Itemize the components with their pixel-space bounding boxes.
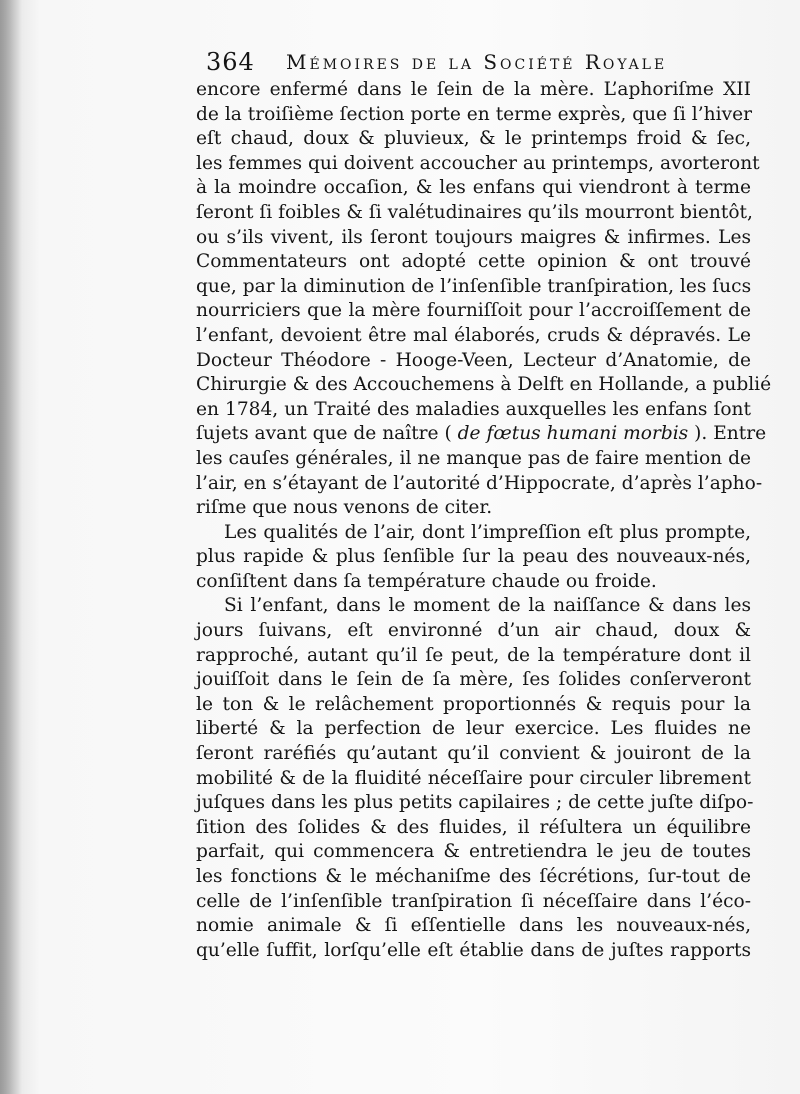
paragraph-start-line: Si l’enfant, dans le moment de la naiſſance & dans les [224, 595, 751, 617]
text-line: rapproché, autant qu’il ſe peut, de la température dont il [196, 644, 751, 666]
text-line: encore enfermé dans le ſein de la mère. L’aphoriſme XII [196, 79, 751, 100]
text-line: Docteur Théodore - Hooge-Veen, Lecteur d’Anatomie, de [196, 349, 751, 371]
text-line: liberté & la perfection de leur exercice. Les fluides ne [196, 718, 751, 740]
text-line: ſeront ſi foibles & ſi valétudinaires qu’ils mourront bientôt, [196, 201, 753, 223]
text-line: ſeront raréfiés qu’autant qu’il convient & jouiront de la [196, 743, 751, 765]
text-line: eſt chaud, doux & pluvieux, & le printemps froid & ſec, [196, 128, 751, 150]
text-line: celle de l’inſenſible tranſpiration ſi néceſſaire dans l’éco- [196, 890, 751, 912]
body-text [196, 78, 772, 963]
text-line: à la moindre occaſion, & les enfans qui viendront à terme [196, 177, 751, 199]
text-line: de la troiſième ſection porte en terme exprès, que ſi l’hiver [196, 103, 752, 125]
page-number: 364 [206, 48, 255, 76]
text-line: l’air, en s’étayant de l’autorité d’Hippocrate, d’après l’apho- [196, 472, 763, 494]
text-line: l’enfant, devoient être mal élaborés, cruds & dépravés. Le [196, 324, 751, 346]
running-head [206, 48, 746, 78]
text-line: les fonctions & le méchaniſme des ſécrétions, ſur-tout de [196, 866, 751, 887]
text-line: parfait, qui commencera & entretiendra le jeu de toutes [196, 841, 751, 863]
text-line: les cauſes générales, il ne manque pas de faire mention de [196, 447, 751, 469]
text-line: nomie animale & ſi eſſentielle dans les nouveaux-nés, [196, 915, 751, 937]
gutter-shadow [0, 0, 22, 1094]
running-title: Mémoires de la Société Royale [286, 50, 668, 74]
text-line: jouiſſoit dans le ſein de ſa mère, ſes ſolides conſerveront [196, 669, 751, 691]
text-line: Chirurgie & des Accouchemens à Delft en Hollande, a publié [196, 374, 772, 396]
italic-title: de fœtus humani morbis [457, 423, 689, 445]
text-line: riſme que nous venons de citer. [196, 497, 493, 519]
text-line: jours ſuivans, eſt environné d’un air chaud, doux & [196, 620, 751, 642]
text-line: en 1784, un Traité des maladies auxquelles les enfans ſont [196, 398, 751, 420]
text-line: mobilité & de la fluidité néceſſaire pour circuler librement [196, 767, 751, 789]
text-line: nourriciers que la mère fourniſſoit pour l’accroiſſement de [196, 300, 751, 322]
paragraph-start-line: Les qualités de l’air, dont l’impreſſion eſt plus prompte, [224, 521, 751, 543]
text-line: ou s’ils vivent, ils ſeront toujours maigres & infirmes. Les [196, 226, 751, 248]
text-line: conſiſtent dans ſa température chaude ou froide. [196, 570, 657, 592]
text-line: juſques dans les plus petits capilaires ; de cette juſte diſpo- [196, 792, 754, 814]
text-line: ſition des ſolides & des fluides, il réſultera un équilibre [196, 816, 751, 838]
text-line: plus rapide & plus ſenſible ſur la peau des nouveaux-nés, [196, 546, 751, 568]
text-line: le ton & le relâchement proportionnés & requis pour la [196, 693, 751, 715]
text-line: Commentateurs ont adopté cette opinion & ont trouvé [196, 251, 751, 273]
text-line: que, par la diminution de l’inſenſible tranſpiration, les ſucs [196, 275, 752, 297]
text-line: les femmes qui doivent accoucher au printemps, avorteront [196, 152, 760, 174]
text-line-with-italic: ſujets avant que de naître ( de fœtus humani morbis ). Entre [196, 423, 767, 445]
text-line: qu’elle ſuffit, lorſqu’elle eſt établie dans de juſtes rapports [196, 939, 751, 961]
